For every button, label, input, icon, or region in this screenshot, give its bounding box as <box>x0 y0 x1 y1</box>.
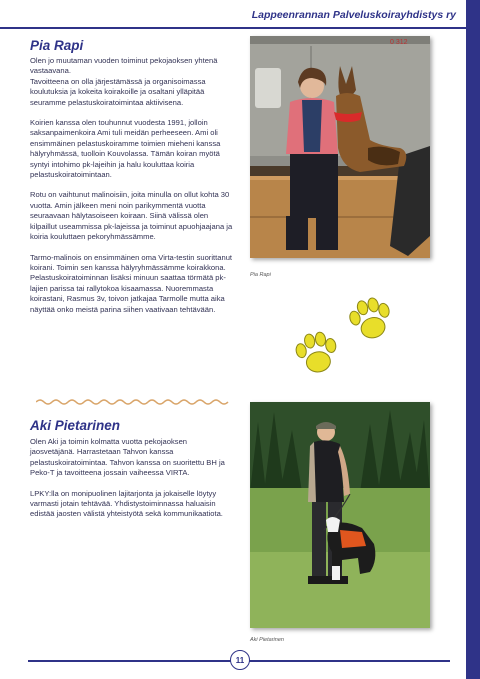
section-heading-aki: Aki Pietarinen <box>30 418 121 433</box>
photo-caption-aki: Aki Pietarinen <box>250 637 284 643</box>
header-title: Lappeenrannan Palveluskoirayhdistys ry <box>251 9 456 21</box>
paragraph: Pelastuskoiratoiminnan lisäksi minuun saattaa törmätä pk-lajien parissa tai rallytokoa kisaamassa. Nuoremmasta koirastani, Rasmus 3v, toivon jatkajaa Tarmolle mutta aika näyttää onko meistä parina siihen vaativaan tehtävään. <box>30 273 226 314</box>
section-heading-pia: Pia Rapi <box>30 38 84 53</box>
page-number: 11 <box>230 650 250 670</box>
paragraph: Tarmo-malinois on ensimmäinen oma Virta-testin suorittanut koirani. Toimin sen kanssa hälyryhmässämme koirakkona. <box>30 252 233 272</box>
paragraph: Olen Aki ja toimin kolmatta vuotta pekojaoksen jaosvetäjänä. Harrastetaan Tahvon kanssa pelastuskoiratoimintaa. Tahvon kanssa on suoritettu BH ja Peko-T ja tavoitteena jossain vaiheessa VIRTA. <box>30 437 225 478</box>
paw-print-icon <box>290 330 344 378</box>
photo-aki-with-dog <box>250 402 430 628</box>
photo-caption-pia: Pia Rapi <box>250 272 271 278</box>
paragraph: Olen jo muutaman vuoden toiminut pekojaoksen yhtenä vastaavana. <box>30 56 218 76</box>
section-body-pia <box>30 56 235 325</box>
svg-text:0 312: 0 312 <box>390 39 408 46</box>
paragraph: Rotu on vaihtunut malinoisiin, joita minulla on ollut kohta 30 vuotta. Amin jälkeen meni noin parikymmentä vuotta seuraavaan hälytasoiseen koiraan. Siinä välissä olen kilpaillut useammissa pk-lajeissa ja toiminut apuohjaajana ja koiria kouluttaen pekoryhmässämme. <box>30 190 233 242</box>
header-rule <box>0 27 466 29</box>
wavy-divider <box>36 398 232 406</box>
page-edge-bar <box>466 0 480 679</box>
paw-print-icon <box>344 296 398 344</box>
paragraph: Koirien kanssa olen touhunnut vuodesta 1991, jolloin saksanpaimenkoira Ami tuli meidän perheeseen. Ami oli ensimmäinen pelastuskoiramme toimien mieheni kanssa hälyryhmässä, tuolloin Kouvolassa. Tämän koiran myötä syntyi intohimo pk-lajeihin ja halu kouluttaa koiria pelastuskoiratoimintaan. <box>30 118 221 180</box>
paragraph: Tavoitteena on olla järjestämässä ja organisoimassa koulutuksia ja kokeita koirakoille ja osaltani ylläpitää seuramme pelastuskoiratoimintaa aktiivisena. <box>30 76 206 107</box>
paragraph: LPKY:lla on monipuolinen lajitarjonta ja jokaiselle löytyy varmasti jotain tehtävää. Yhdistystoiminnassa haluaisin edistää jaosten välistä yhteistyötä sekä kommunikaatiota. <box>30 488 223 519</box>
photo-pia-with-dog <box>250 36 430 258</box>
section-body-aki <box>30 437 230 530</box>
